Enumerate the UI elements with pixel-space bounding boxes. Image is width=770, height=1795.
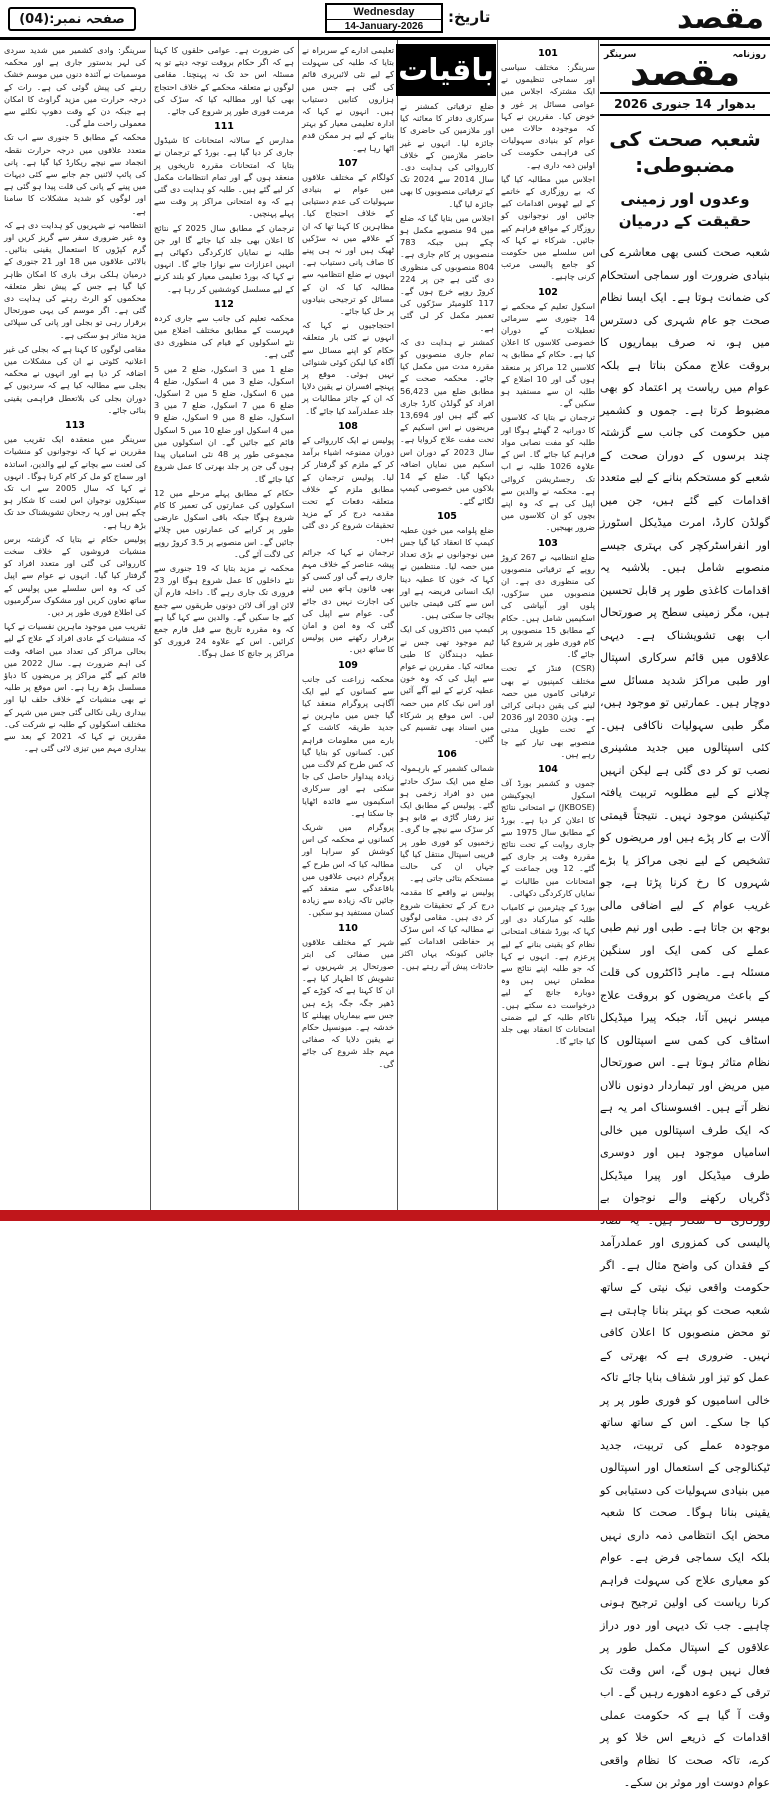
story-paragraph: سرینگر: مختلف سیاسی اور سماجی تنظیموں نے ایک مشترکہ اجلاس میں عوامی مسائل پر غور و خوض کیا۔ مقررین نے کہا کہ موجودہ حالات میں عوام کو بنیادی سہولیات کی فراہمی حکومت کی اولین ذمہ داری ہے۔ [501,62,595,170]
story-paragraph: شہر کے مختلف علاقوں میں صفائی کی ابتر صورتحال پر شہریوں نے تشویش کا اظہار کیا ہے۔ ان کا کہنا ہے کہ کوڑے کے ڈھیر جگہ جگہ پڑے ہیں جس سے بیماریاں پھیلنے کا خدشہ ہے۔ میونسپل حکام نے یقین دلایا کہ صفائی مہم جلد شروع کی جائے گی۔ [302,936,394,1069]
page-header [0,0,770,40]
header-date: 14-January-2026 [344,21,424,32]
masthead-dateline [600,94,770,116]
story-number: 111 [214,121,234,133]
editorial-body: شعبہ صحت کسی بھی معاشرے کی بنیادی ضرورت اور سماجی استحکام کی ضمانت ہوتا ہے۔ ایک ایسا نظام صحت جو عام شہری کی دسترس میں ہو، نہ صرف بیماریوں کا بروقت علاج ممکن بناتا ہے بلکہ عوام میں ریاست پر اعتماد کو بھی مضبوط کرتا ہے۔ جموں و کشمیر میں حکومت کی جانب سے گزشتہ چند برسوں کے دوران صحت کے شعبے کو مستحکم بنانے کے لیے متعدد اقدامات کیے گئے ہیں، جن میں گولڈن کارڈ، امرت میڈیکل اسٹورز اور انفراسٹرکچر کی بہتری جیسے منصوبے شامل ہیں۔ بلاشبہ یہ اقدامات کاغذی طور پر قابل تحسین ہیں، مگر زمینی سطح پر صورتحال اب بھی تشویشناک ہے۔ دیہی علاقوں میں قائم سرکاری اسپتال اور طبی مراکز شدید مسائل سے دوچار ہیں۔ عمارتیں تو موجود ہیں، مگر طبی سہولیات ناکافی ہیں۔ کئی اسپتالوں میں جدید مشینری نصب تو کر دی گئی ہے لیکن انہیں چلانے کے لیے مطلوبہ تربیت یافتہ ٹیکنیشن موجود نہیں۔ نتیجتاً قیمتی آلات بے کار پڑے ہیں اور مریضوں کو تشخیص کے لیے نجی مراکز یا بڑے شہروں کا رخ کرنا پڑتا ہے، جو غریب عوام کے لیے اضافی مالی بوجھ بن جاتا ہے۔ طبی اور نیم طبی عملے کی کمی ایک اور سنگین مسئلہ ہے۔ ماہر ڈاکٹروں کی قلت کے باعث مریضوں کو بروقت علاج میسر نہیں آتا، جبکہ پیرا میڈیکل اسٹاف کی کمی سے اسپتالوں کا نظام متاثر ہوتا ہے۔ اس صورتحال میں مریض اور تیماردار دونوں نالاں نظر آتے ہیں۔ افسوسناک امر یہ ہے کہ ایک طرف اسپتالوں میں خالی اسامیاں موجود ہیں اور دوسری طرف میڈیکل اور پیرا میڈیکل ڈگریاں رکھنے والے نوجوان بے پالیسی کی کمزوری اور عملدرآمد کے فقدان کی واضح مثال ہے۔ اگر حکومت واقعی نیک نیتی کے ساتھ شعبہ صحت کو بہتر بنانا چاہتی ہے تو محض منصوبوں کا اعلان کافی نہیں۔ ضروری ہے کہ بھرتی کے عمل کو تیز اور شفاف بنایا جائے تاکہ خالی اسامیوں کو فوری طور پر پر کیا جا سکے۔ اس کے ساتھ ساتھ موجودہ عملے کی تربیت، جدید ٹیکنالوجی کے استعمال اور اسپتالوں میں بنیادی سہولیات کی دستیابی کو یقینی بنانا ہوگا۔ صحت کا شعبہ محض ایک انتظامی ذمہ داری نہیں بلکہ ایک سماجی فرض ہے۔ عوام کو معیاری علاج کی سہولت فراہم کرنا ریاست کی اولین ترجیح ہونی چاہیے۔ جب تک دیہی اور دور دراز علاقوں کے اسپتال مکمل طور پر فعال نہیں ہوں گے، اس وقت تک ترقی کے دعوے ادھورے رہیں گے۔ اب وقت آ گیا ہے کہ حکومت عملی اقدامات کے ذریعے اس خلا کو پر کرے، تاکہ صحت کا نظام واقعی عوام دوست اور موثر بن سکے۔ [600,246,770,1789]
story-paragraph: اسکول تعلیم کے محکمے نے 14 جنوری سے سرمائی تعطیلات کے دوران خصوصی کلاسوں کا اعلان کیا ہے۔ حکام کے مطابق یہ کلاسیں 12 مراکز پر منعقد ہوں گی اور 10 اضلاع کے طلبہ ان سے مستفید ہو سکیں گے۔ [501,300,595,409]
story-paragraph: کولگام کے مختلف علاقوں میں عوام نے بنیادی سہولیات کی عدم دستیابی کے خلاف احتجاج کیا۔ مظاہرین کا کہنا تھا کہ ان کے علاقے میں نہ سڑکیں ٹھیک ہیں اور نہ ہی پینے کا صاف پانی دستیاب ہے۔ انہوں نے ضلع انتظامیہ سے مطالبہ کیا کہ ان کے مسائل کو ترجیحی بنیادوں پر حل کیا جائے۔ [302,171,394,317]
story-paragraph: مدارس کے سالانہ امتحانات کا شیڈول جاری کر دیا گیا ہے۔ بورڈ کے ترجمان نے بتایا کہ امتحانات مقررہ تاریخوں پر منعقد ہوں گے اور تمام انتظامات مکمل کر لیے گئے ہیں۔ طلبہ کو ہدایت دی گئی ہے کہ وہ امتحانی مراکز پر وقت سے پہلے پہنچیں۔ [154,135,294,219]
column-rule [298,40,299,1210]
editorial-column [600,44,770,1789]
dateline-date: 14 جنوری 2026 [614,97,712,111]
story-number: 104 [538,763,558,775]
bottom-bar [0,1210,770,1221]
story-paragraph: ضلع پلوامہ میں خون عطیہ کیمپ کا انعقاد کیا گیا جس میں نوجوانوں نے بڑی تعداد میں حصہ لیا۔ منتظمین نے کہا کہ خون کا عطیہ دینا ایک انسانی فریضہ ہے اور اس سے کئی قیمتی جانیں بچائی جا سکتی ہیں۔ [400,524,494,621]
story-paragraph: سرینگر میں منعقدہ ایک تقریب میں مقررین نے کہا کہ نوجوانوں کو منشیات کی لعنت سے بچانے کے لیے والدین، اساتذہ اور سماج کو مل کر کام کرنا ہوگا۔ انہوں نے کہا کہ سال 2005 سے اب تک سینکڑوں نوجوان اس لعنت کا شکار ہو چکے ہیں اور یہ رجحان تشویشناک حد تک بڑھ رہا ہے۔ [4,434,146,530]
story-paragraph: ترجمان نے بتایا کہ کلاسوں کا دورانیہ 2 گھنٹے ہوگا اور طلبہ کو مفت نصابی مواد فراہم کیا جائے گا۔ اس کے علاوہ 1026 طلبہ نے اب تک رجسٹریشن کروائی ہے۔ محکمہ نے والدین سے اپیل کی ہے کہ وہ اپنے بچوں کو ان کلاسوں میں ضرور بھیجیں۔ [501,412,595,533]
column-rule [150,40,151,1210]
news-column-4 [400,100,494,1208]
story-number: 109 [338,659,358,671]
story-number: 108 [338,420,358,432]
column-rule [497,40,498,1210]
masthead-roznama: روزنامہ [732,50,766,60]
column-rule [397,40,398,1210]
masthead [600,44,770,94]
story-paragraph: پروگرام میں شریک کسانوں نے محکمہ کی اس کوشش کو سراہا اور مطالبہ کیا کہ اس طرح کے پروگرام دیہی علاقوں میں باقاعدگی سے منعقد کیے جائیں تاکہ زیادہ سے زیادہ کسان مستفید ہو سکیں۔ [302,821,394,918]
story-paragraph: کی ضرورت ہے۔ عوامی حلقوں کا کہنا ہے کہ اگر حکام بروقت توجہ دیتے تو یہ مسئلہ اس حد تک نہ پہنچتا۔ مقامی لوگوں نے متعلقہ محکمے کے خلاف احتجاج بھی کیا اور مطالبہ کیا کہ سڑک کی مرمت فوری طور پر شروع کی جائے۔ [154,45,294,117]
story-paragraph: (CSR) فنڈز کے تحت مختلف کمپنیوں نے بھی ترقیاتی کاموں میں حصہ لینے کی یقین دہانی کرائی ہے۔ ویژن 2030 اور 2036 کے تحت طویل مدتی منصوبے بھی تیار کیے جا رہے ہیں۔ [501,663,595,759]
story-paragraph: محکمہ زراعت کی جانب سے کسانوں کے لیے ایک آگاہی پروگرام منعقد کیا گیا جس میں ماہرین نے جدید طریقہ کاشت کے بارے میں معلومات فراہم کیں۔ کسانوں کو بتایا گیا کہ کس طرح کم لاگت میں زیادہ پیداوار حاصل کی جا سکتی ہے اور سرکاری اسکیموں سے فائدہ اٹھایا جا سکتا ہے۔ [302,673,394,818]
news-column-1 [4,44,146,1208]
story-paragraph: محکمہ تعلیم کی جانب سے جاری کردہ فہرست کے مطابق مختلف اضلاع میں نئے اسکولوں کے قیام کی منظوری دی گئی ہے۔ [154,312,294,360]
masthead-city: سرینگر [604,50,637,60]
baqiyat-banner: باقیات [396,44,496,96]
story-number: 101 [538,48,558,59]
story-number: 102 [538,286,558,298]
news-column-3 [302,44,394,1208]
date-label: تاریخ: [448,8,491,26]
story-paragraph: کمشنر نے ہدایت دی کہ تمام جاری منصوبوں کو مقررہ مدت میں مکمل کیا جائے۔ محکمہ صحت کے مطابق ضلع میں 56,423 افراد کو گولڈن کارڈ جاری کیے گئے ہیں اور 13,694 مریضوں نے اس اسکیم کے تحت مفت علاج کروایا ہے۔ سال 2023 کے دوران اس اسکیم میں نمایاں اضافہ دیکھا گیا۔ ضلع کے 14 بلاکوں میں خصوصی کیمپ لگائے گئے۔ [400,336,494,506]
story-number: 105 [437,510,457,522]
story-paragraph: احتجاجیوں نے کہا کہ انہوں نے کئی بار متعلقہ حکام کو اپنے مسائل سے آگاہ کیا لیکن کوئی شنوائی نہیں ہوئی۔ موقع پر پہنچے افسران نے یقین دلایا کہ ان کے جائز مطالبات پر جلد عملدرآمد کیا جائے گا۔ [302,320,394,416]
header-logo: مقصد [676,1,764,36]
masthead-name: مقصد [629,50,741,94]
story-paragraph: کیمپ میں ڈاکٹروں کی ایک ٹیم موجود تھی جس نے عطیہ دہندگان کا طبی معائنہ کیا۔ مقررین نے عوام سے اپیل کی کہ وہ خون عطیہ کرنے کے لیے آگے آئیں اور اس نیک کام میں حصہ لیں۔ اس موقع پر شرکاء میں اسناد بھی تقسیم کی گئیں۔ [400,624,494,745]
story-number: 110 [338,922,358,934]
editorial-title: شعبہ صحت کی مضبوطی: [609,127,761,177]
story-paragraph: اجلاس میں بتایا گیا کہ ضلع میں 94 منصوبے مکمل ہو چکے ہیں جبکہ 783 منصوبوں پر کام جاری ہے۔ 804 منصوبوں کی منظوری دی گئی ہے جن پر 224 کروڑ روپے خرچ ہوں گے۔ 117 کلومیٹر سڑکوں کی تعمیر مکمل کر لی گئی ہے۔ [400,212,494,333]
story-paragraph: ترجمان کے مطابق سال 2025 کے نتائج کا اعلان بھی جلد کیا جائے گا اور جن طلبہ نے نمایاں کارکردگی دکھائی ہے انہیں اعزازات سے نوازا جائے گا۔ انہوں نے کہا کہ بورڈ تعلیمی معیار کو بلند کرنے کے لیے مسلسل کوششیں کر رہا ہے۔ [154,222,294,294]
story-paragraph: شمالی کشمیر کے بارہمولہ ضلع میں ایک سڑک حادثے میں دو افراد زخمی ہو گئے۔ پولیس کے مطابق ایک تیز رفتار گاڑی بے قابو ہو کر سڑک سے نیچے جا گری۔ زخمیوں کو فوری طور پر قریبی اسپتال منتقل کیا گیا جہاں ان کی حالت مستحکم بتائی جاتی ہے۔ [400,763,494,884]
story-paragraph: ضلع انتظامیہ نے 267 کروڑ روپے کے ترقیاتی منصوبوں کی منظوری دی ہے۔ ان منصوبوں میں سڑکوں، پلوں اور آبپاشی کی اسکیمیں شامل ہیں۔ حکام کے مطابق 15 منصوبوں پر کام فوری طور پر شروع کیا جائے گا۔ [501,551,595,660]
story-paragraph: ضلع 1 میں 3 اسکول، ضلع 2 میں 5 اسکول، ضلع 3 میں 4 اسکول، ضلع 4 میں 6 اسکول، ضلع 5 میں 2 اسکول، ضلع 6 میں 7 اسکول، ضلع 7 میں 3 اسکول، ضلع 8 میں 9 اسکول، ضلع 9 میں 4 اسکول اور ضلع 10 میں 5 اسکول قائم کیے جائیں گے۔ ان اسکولوں میں مجموعی طور پر 48 نئی اسامیاں پیدا ہوں گی جن پر جلد بھرتی کا عمل شروع کیا جائے گا۔ [154,363,295,484]
story-number: 106 [437,749,457,761]
page-number: صفحہ نمبر:(04) [8,7,136,31]
story-paragraph: پولیس حکام نے بتایا کہ گزشتہ برس منشیات فروشوں کے خلاف سخت کارروائی کی گئی اور متعدد افراد کو گرفتار کیا گیا۔ انہوں نے عوام سے اپیل کی کہ وہ اس سلسلے میں پولیس کے ساتھ تعاون کریں اور مشکوک سرگرمیوں کی اطلاع فوری طور پر دیں۔ [4,533,146,617]
story-paragraph: مقامی لوگوں کا کہنا ہے کہ بجلی کی غیر اعلانیہ کٹوتی نے ان کی مشکلات میں اضافہ کر دیا ہے اور انہوں نے محکمہ بجلی سے مطالبہ کیا ہے کہ سردیوں کے دوران بجلی کی بلاتعطل فراہمی یقینی بنائی جائے۔ [4,343,146,415]
story-paragraph: انتظامیہ نے شہریوں کو ہدایت دی ہے کہ وہ غیر ضروری سفر سے گریز کریں اور گرم کپڑوں کا استعمال یقینی بنائیں۔ بالائی علاقوں میں 18 اور 21 جنوری کے درمیان ہلکی برف باری کا امکان ظاہر کیا گیا ہے جس کے پیش نظر متعلقہ محکموں کو الرٹ رہنے کی ہدایت دی گئی ہے۔ اگر موسم کی یہی صورتحال برقرار رہی تو بجلی اور پانی کی سپلائی مزید متاثر ہو سکتی ہے۔ [4,219,147,340]
story-paragraph: سرینگر: وادی کشمیر میں شدید سردی کی لہر بدستور جاری ہے اور محکمہ موسمیات نے آئندہ دنوں میں موسم خشک رہنے کی پیش گوئی کی ہے۔ رات کے درجہ حرارت میں مزید گراوٹ کا امکان ہے جبکہ دن کے وقت دھوپ نکلنے سے معمولی راحت ملے گی۔ [4,45,146,129]
story-paragraph: جموں و کشمیر بورڈ آف اسکول ایجوکیشن (JKBOSE) نے امتحانی نتائج کا اعلان کر دیا ہے۔ بورڈ کے مطابق سال 1975 سے جاری روایت کے تحت نتائج مقررہ وقت پر جاری کیے گئے۔ 12 ویں جماعت کے امتحانات میں طالبات نے نمایاں کارکردگی دکھائی۔ [501,777,595,898]
story-paragraph: بورڈ کے چیئرمین نے کامیاب طلبہ کو مبارکباد دی اور کہا کہ بورڈ شفاف امتحانی نظام کو یقینی بنانے کے لیے پرعزم ہے۔ انہوں نے کہا کہ جو طلبہ اپنے نتائج سے مطمئن نہیں ہیں وہ دوبارہ جانچ کے لیے درخواست دے سکتے ہیں۔ ناکام طلبہ کے لیے ضمنی امتحانات کا انعقاد بھی جلد کیا جائے گا۔ [501,902,595,1047]
story-paragraph: ضلع ترقیاتی کمشنر نے سرکاری دفاتر کا معائنہ کیا اور ملازمین کی حاضری کا جائزہ لیا۔ انہوں نے غیر حاضر ملازمین کے خلاف کارروائی کی ہدایت دی۔ سال 2014 سے 2024 تک کے ترقیاتی منصوبوں کا بھی جائزہ لیا گیا۔ [400,101,494,209]
story-number: 113 [65,420,85,432]
story-paragraph: پولیس نے ایک کارروائی کے دوران ممنوعہ اشیاء برآمد کر کے ملزم کو گرفتار کر لیا۔ پولیس ترجمان کے مطابق ملزم کے خلاف متعلقہ دفعات کے تحت مقدمہ درج کر کے مزید تحقیقات شروع کر دی گئی ہیں۔ [302,434,394,543]
story-number: 112 [214,298,234,310]
story-paragraph: محکمہ نے مزید بتایا کہ 19 جنوری سے نئے داخلوں کا عمل شروع ہوگا اور 23 فروری تک جاری رہے گا۔ داخلہ فارم آن لائن اور آف لائن دونوں طریقوں سے جمع کیے جا سکیں گے۔ والدین سے کہا گیا ہے کہ وہ مقررہ تاریخ سے قبل فارم جمع کرائیں۔ اس کے علاوہ 24 فروری کو مراکز پر جانچ کا عمل ہوگا۔ [154,562,294,659]
story-paragraph: ترجمان نے کہا کہ جرائم پیشہ عناصر کے خلاف مہم جاری رہے گی اور کسی کو بھی قانون ہاتھ میں لینے کی اجازت نہیں دی جائے گی۔ عوام سے اپیل کی گئی کہ وہ امن و امان برقرار رکھنے میں پولیس کا ساتھ دیں۔ [302,546,394,655]
news-column-5 [501,44,595,1208]
story-paragraph: اجلاس میں مطالبہ کیا گیا کہ بے روزگاری کے خاتمے کے لیے ٹھوس اقدامات کیے جائیں اور نوجوانوں کو روزگار کے مواقع فراہم کیے جائیں۔ شرکاء نے کہا کہ اس سلسلے میں حکومت کو جامع پالیسی مرتب کرنی چاہیے۔ [501,173,595,282]
story-paragraph: تقریب میں موجود ماہرین نفسیات نے کہا کہ منشیات کے عادی افراد کے علاج کے لیے بحالی مراکز کی تعداد میں اضافہ وقت کی اہم ضرورت ہے۔ سال 2022 میں قائم کیے گئے مراکز پر مریضوں کا دباؤ مسلسل بڑھ رہا ہے۔ اس موقع پر طلبہ نے بھی منشیات کے خلاف حلف لیا اور بیداری ریلی نکالی گئی جس میں شہر کے مختلف اسکولوں کے طلبہ نے شرکت کی۔ مقررین نے کہا کہ 2021 کے بعد سے بیداری مہم میں تیزی لائی گئی ہے۔ [4,621,146,754]
story-paragraph: پولیس نے واقعے کا مقدمہ درج کر کے تحقیقات شروع کر دی ہیں۔ مقامی لوگوں نے مطالبہ کیا کہ اس سڑک پر حفاظتی اقدامات کیے جائیں کیونکہ یہاں اکثر حادثات پیش آتے رہتے ہیں۔ [400,887,494,971]
story-paragraph: تعلیمی ادارے کے سربراہ نے بتایا کہ طلبہ کی سہولت کے لیے نئی لائبریری قائم کی گئی ہے جس میں ہزاروں کتابیں دستیاب ہیں۔ انہوں نے کہا کہ ادارہ تعلیمی معیار کو بہتر بنانے کے لیے ہر ممکن قدم اٹھا رہا ہے۔ [302,45,394,153]
header-day: Wednesday [327,5,441,20]
dateline-day: بدھوار [717,97,756,111]
story-number: 107 [338,157,358,169]
story-paragraph: حکام کے مطابق پہلے مرحلے میں 12 اسکولوں کی عمارتوں کی تعمیر کا کام شروع ہوگا جبکہ باقی اسکول عارضی طور پر کرایے کی عمارتوں میں چلائے جائیں گے۔ اس منصوبے پر 3.5 کروڑ روپے کی لاگت آئے گی۔ [154,487,295,559]
column-rule [598,40,599,1210]
editorial-subtitle: وعدوں اور زمینی حقیقت کے درمیان [618,190,752,230]
date-box [325,3,443,33]
news-column-2 [154,44,294,1208]
story-number: 103 [538,537,558,549]
story-paragraph: محکمہ کے مطابق 5 جنوری سے اب تک متعدد علاقوں میں درجہ حرارت نقطہ انجماد سے نیچے ریکارڈ کیا گیا ہے۔ پانی کی پائپ لائنیں جم جانے سے کئی دیہات میں پینے کے پانی کی قلت پیدا ہو گئی ہے اور لوگوں کو شدید مشکلات کا سامنا ہے۔ [4,132,146,216]
